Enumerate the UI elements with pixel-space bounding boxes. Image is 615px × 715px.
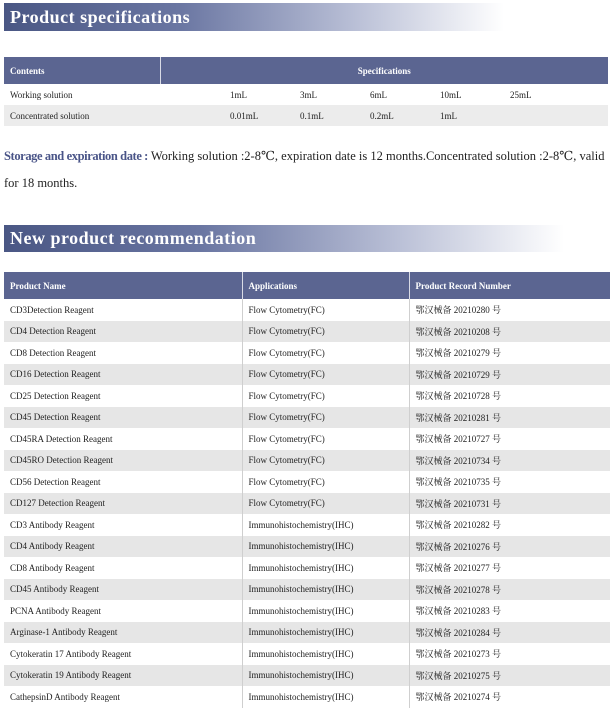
product-application: Immunohistochemistry(IHC) (242, 557, 409, 579)
product-name: CD8 Antibody Reagent (4, 557, 242, 579)
table-row (4, 342, 610, 364)
product-recommendation-table (4, 272, 610, 708)
table-row (4, 450, 610, 472)
product-record-number: 鄂汉械备 20210275 号 (409, 665, 610, 687)
product-application: Flow Cytometry(FC) (242, 493, 409, 515)
product-application: Immunohistochemistry(IHC) (242, 622, 409, 644)
table-row (4, 686, 610, 708)
specification-value: 10mL (440, 89, 462, 100)
product-name: CathepsinD Antibody Reagent (4, 686, 242, 708)
product-record-number: 鄂汉械备 20210735 号 (409, 471, 610, 493)
product-name: CD127 Detection Reagent (4, 493, 242, 515)
product-name: CD16 Detection Reagent (4, 364, 242, 386)
product-record-number: 鄂汉械备 20210729 号 (409, 364, 610, 386)
storage-label: Storage and expiration date : (4, 149, 148, 163)
product-name: Cytokeratin 17 Antibody Reagent (4, 643, 242, 665)
product-name: CD3 Antibody Reagent (4, 514, 242, 536)
specification-value: 6mL (370, 89, 387, 100)
table-row (4, 385, 610, 407)
product-name: CD45RO Detection Reagent (4, 450, 242, 472)
contents-header: Contents (4, 57, 160, 84)
product-record-number: 鄂汉械备 20210278 号 (409, 579, 610, 601)
table-row (4, 364, 610, 386)
product-name: CD3Detection Reagent (4, 299, 242, 321)
specification-name: Working solution (4, 84, 160, 105)
specification-value: 1mL (440, 110, 457, 121)
product-name: CD45RA Detection Reagent (4, 428, 242, 450)
product-name-header: Product Name (4, 272, 242, 299)
product-name: Cytokeratin 19 Antibody Reagent (4, 665, 242, 687)
product-record-number: 鄂汉械备 20210284 号 (409, 622, 610, 644)
product-name: CD56 Detection Reagent (4, 471, 242, 493)
product-record-number: 鄂汉械备 20210277 号 (409, 557, 610, 579)
table-row (4, 557, 610, 579)
product-application: Flow Cytometry(FC) (242, 364, 409, 386)
product-name: Arginase-1 Antibody Reagent (4, 622, 242, 644)
table-row (4, 471, 610, 493)
table-row (4, 514, 610, 536)
product-application: Immunohistochemistry(IHC) (242, 579, 409, 601)
table-row (4, 643, 610, 665)
product-application: Immunohistochemistry(IHC) (242, 514, 409, 536)
specification-row (4, 84, 608, 105)
product-record-number: 鄂汉械备 20210728 号 (409, 385, 610, 407)
specifications-header: Specifications (160, 57, 608, 84)
product-name: CD4 Detection Reagent (4, 321, 242, 343)
product-record-number: 鄂汉械备 20210283 号 (409, 600, 610, 622)
table-row (4, 579, 610, 601)
product-specifications-title: Product specifications (4, 3, 504, 31)
specifications-table (4, 57, 608, 126)
product-name: CD4 Antibody Reagent (4, 536, 242, 558)
specification-values (160, 105, 608, 126)
product-record-number: 鄂汉械备 20210734 号 (409, 450, 610, 472)
table-row (4, 407, 610, 429)
product-application: Flow Cytometry(FC) (242, 471, 409, 493)
specification-value: 3mL (300, 89, 317, 100)
product-name: CD25 Detection Reagent (4, 385, 242, 407)
table-row (4, 428, 610, 450)
specification-value: 25mL (510, 89, 532, 100)
product-record-number: 鄂汉械备 20210274 号 (409, 686, 610, 708)
specification-name: Concentrated solution (4, 105, 160, 126)
product-application: Immunohistochemistry(IHC) (242, 536, 409, 558)
product-application: Flow Cytometry(FC) (242, 321, 409, 343)
specification-values (160, 84, 608, 105)
product-name: CD45 Detection Reagent (4, 407, 242, 429)
product-record-number: 鄂汉械备 20210273 号 (409, 643, 610, 665)
storage-expiration-note (4, 143, 608, 197)
product-record-number: 鄂汉械备 20210279 号 (409, 342, 610, 364)
product-record-number: 鄂汉械备 20210276 号 (409, 536, 610, 558)
product-application: Immunohistochemistry(IHC) (242, 643, 409, 665)
table-row (4, 321, 610, 343)
product-application: Immunohistochemistry(IHC) (242, 600, 409, 622)
specification-value: 0.01mL (230, 110, 259, 121)
applications-header: Applications (242, 272, 409, 299)
storage-text: Working solution :2-8℃, expiration date is 12 months.Concentrated solution :2-8℃, valid for 18 months. (4, 149, 605, 190)
product-record-number: 鄂汉械备 20210727 号 (409, 428, 610, 450)
product-application: Immunohistochemistry(IHC) (242, 686, 409, 708)
specifications-header-row (4, 57, 608, 84)
product-application: Flow Cytometry(FC) (242, 385, 409, 407)
table-row (4, 299, 610, 321)
product-record-number: 鄂汉械备 20210208 号 (409, 321, 610, 343)
product-application: Flow Cytometry(FC) (242, 428, 409, 450)
new-product-recommendation-title: New product recommendation (4, 225, 564, 252)
product-record-number: 鄂汉械备 20210282 号 (409, 514, 610, 536)
product-application: Flow Cytometry(FC) (242, 407, 409, 429)
table-row (4, 493, 610, 515)
product-table-header-row (4, 272, 610, 299)
product-application: Flow Cytometry(FC) (242, 450, 409, 472)
product-name: CD45 Antibody Reagent (4, 579, 242, 601)
table-row (4, 536, 610, 558)
table-row (4, 600, 610, 622)
specification-value: 0.1mL (300, 110, 324, 121)
specification-value: 1mL (230, 89, 247, 100)
product-application: Flow Cytometry(FC) (242, 299, 409, 321)
product-record-number: 鄂汉械备 20210731 号 (409, 493, 610, 515)
specification-value: 0.2mL (370, 110, 394, 121)
product-name: CD8 Detection Reagent (4, 342, 242, 364)
product-application: Immunohistochemistry(IHC) (242, 665, 409, 687)
table-row (4, 622, 610, 644)
product-record-number: 鄂汉械备 20210281 号 (409, 407, 610, 429)
product-name: PCNA Antibody Reagent (4, 600, 242, 622)
product-application: Flow Cytometry(FC) (242, 342, 409, 364)
product-record-number: 鄂汉械备 20210280 号 (409, 299, 610, 321)
record-number-header: Product Record Number (409, 272, 610, 299)
specification-row (4, 105, 608, 126)
table-row (4, 665, 610, 687)
